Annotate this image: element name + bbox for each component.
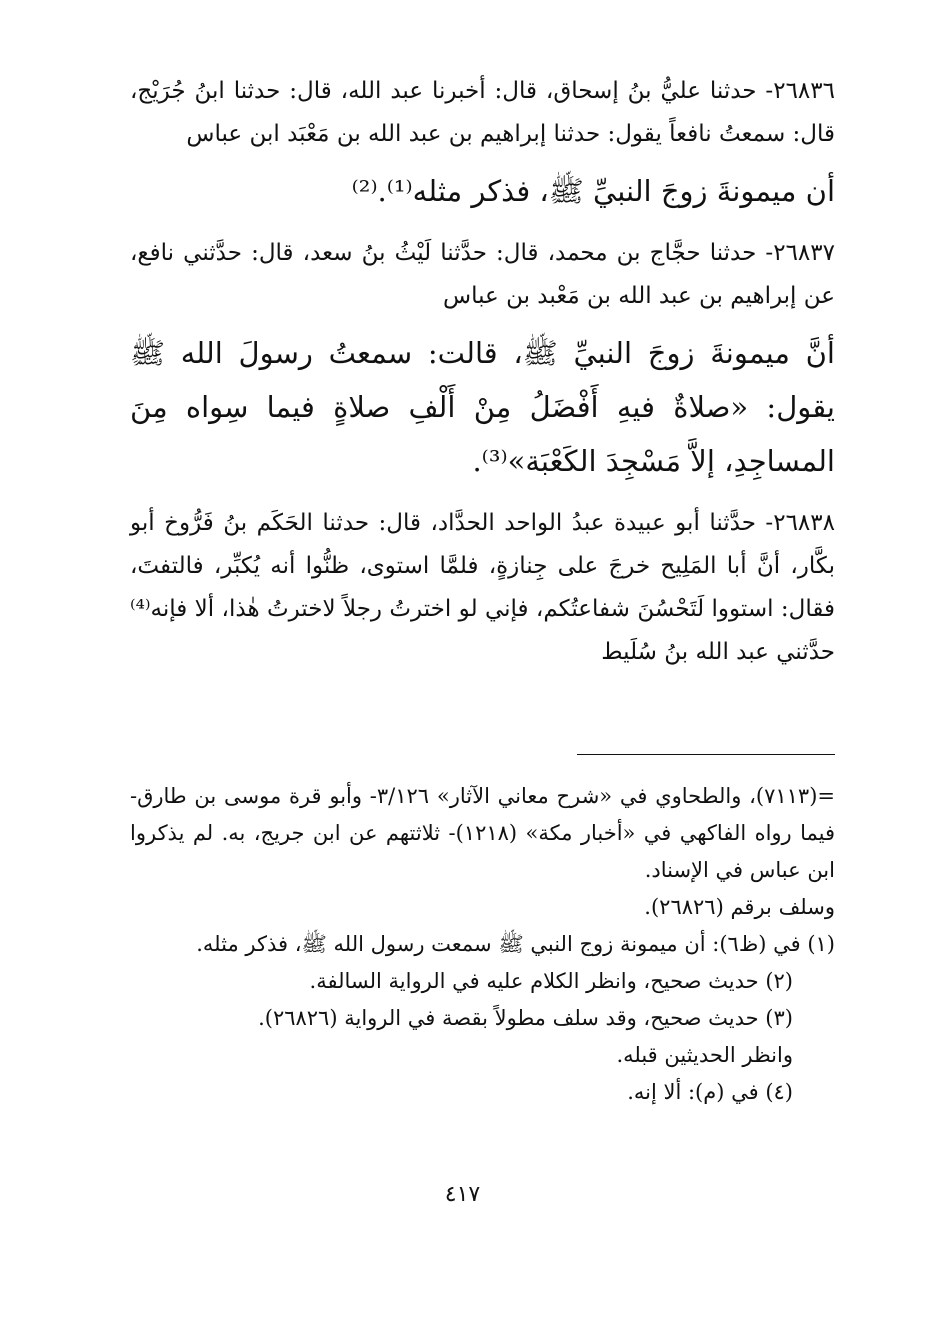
footnote-continuation: =(٧١١٣)، والطحاوي في «شرح معاني الآثار» ٣/١٢٦- وأبو قرة موسى بن طارق- فيما رواه الفاكهي في «أخبار مكة» (١٢١٨)- ثلاثتهم عن ابن جريج، به. لم يذكروا ابن عباس في الإسناد. bbox=[130, 784, 835, 882]
footnote-separator bbox=[577, 754, 835, 755]
hadith-26836-matn: أن ميمونةَ زوجَ النبيِّ ﷺ، فذكر مثله⁽¹⁾.⁽²⁾ bbox=[351, 174, 835, 208]
footnotes bbox=[130, 778, 835, 1111]
main-text bbox=[130, 70, 835, 674]
footnote-continuation-ref: وسلف برقم (٢٦٨٢٦). bbox=[644, 895, 835, 919]
hadith-26838-isnad: ٢٦٨٣٨- حدَّثنا أبو عبيدة عبدُ الواحد الحدَّاد، قال: حدثنا الحَكَم بنُ فَرُّوخ أبو بكَّار، أنَّ أبا المَلِيح خرجَ على جِنازةٍ، فلمَّا استوى، ظنُّوا أنه يُكبِّر، فالتفتَ، فقال: استووا لَتَحْسُنَ شفاعتُكم، فإني لو اخترتُ رجلاً لاخترتُ هٰذا، ألا فإنه⁽⁴⁾ حدَّثني عبد الله بنُ سُلَيط bbox=[130, 510, 835, 665]
footnote-4: (٤) في (م): ألا إنه. bbox=[627, 1080, 793, 1104]
hadith-26836-isnad: ٢٦٨٣٦- حدثنا عليُّ بنُ إسحاق، قال: أخبرنا عبد الله، قال: حدثنا ابنُ جُرَيْج، قال: سمعتُ نافعاً يقول: حدثنا إبراهيم بن عبد الله بن مَعْبَد ابن عباس bbox=[130, 78, 835, 147]
hadith-26837-matn: أنَّ ميمونةَ زوجَ النبيِّ ﷺ، قالت: سمعتُ رسولَ الله ﷺ يقول: «صلاةٌ فيهِ أَفْضَلُ مِنْ أَلْفِ صلاةٍ فيما سِواه مِنَ المساجِدِ، إلاَّ مَسْجِدَ الكَعْبَة»⁽³⁾. bbox=[130, 336, 835, 478]
page-number: ٤١٧ bbox=[444, 1182, 481, 1207]
footnote-3-ref: وانظر الحديثين قبله. bbox=[616, 1043, 793, 1067]
footnote-2: (٢) حديث صحيح، وانظر الكلام عليه في الرواية السالفة. bbox=[309, 969, 793, 993]
footnote-1: (١) في (ظ٦): أن ميمونة زوج النبي ﷺ سمعت رسول الله ﷺ، فذكر مثله. bbox=[196, 932, 835, 956]
footnote-3: (٣) حديث صحيح، وقد سلف مطولاً بقصة في الرواية (٢٦٨٢٦). bbox=[258, 1006, 793, 1030]
hadith-26837-isnad: ٢٦٨٣٧- حدثنا حجَّاج بن محمد، قال: حدَّثنا لَيْثُ بنُ سعد، قال: حدَّثني نافع، عن إبراهيم بن عبد الله بن مَعْبد بن عباس bbox=[130, 240, 835, 309]
